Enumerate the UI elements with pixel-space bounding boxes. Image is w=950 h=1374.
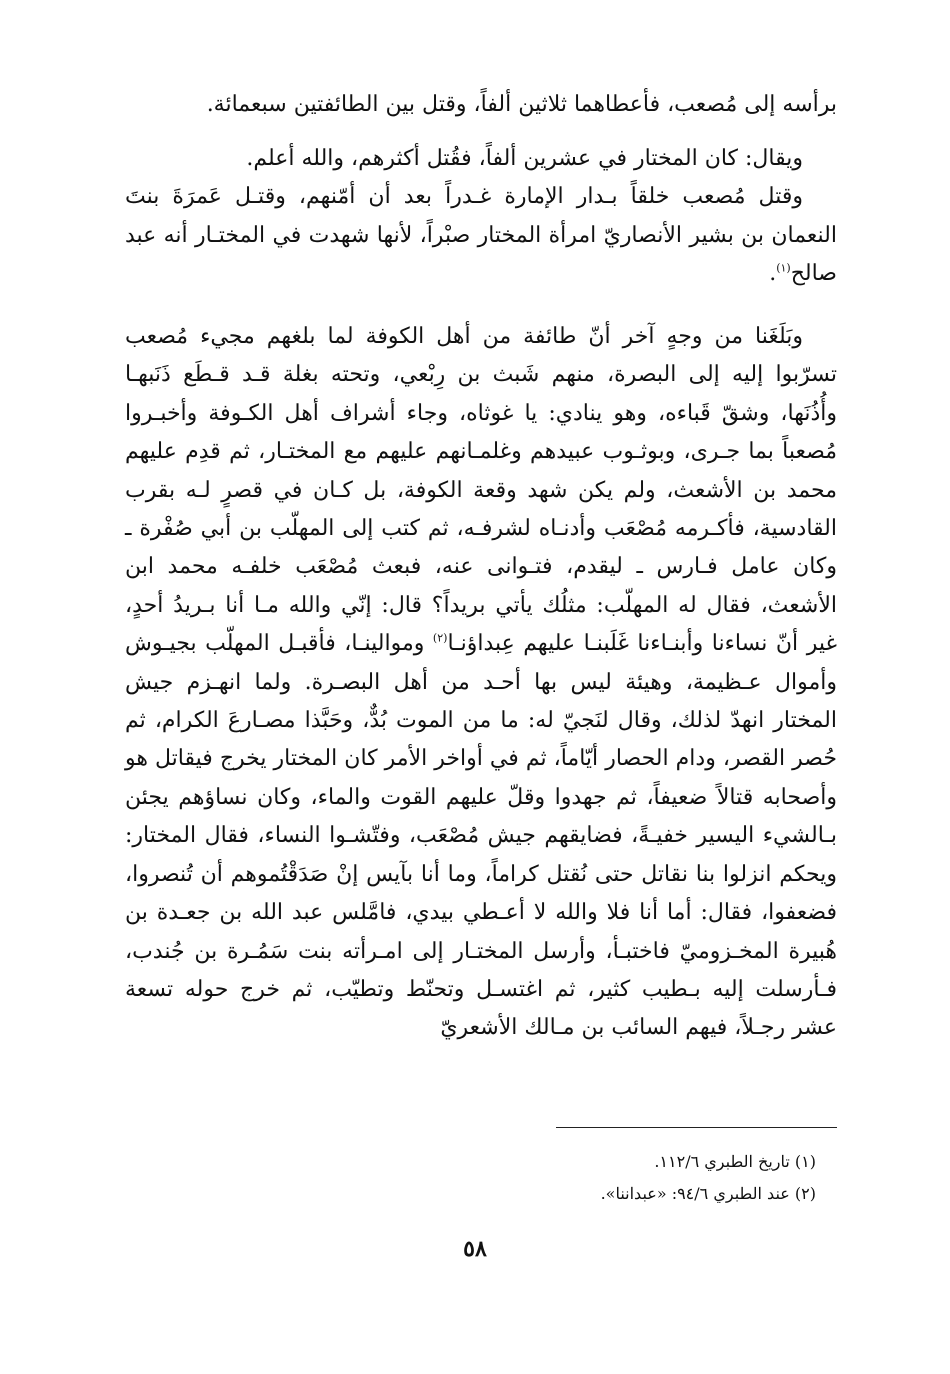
footnotes: [500, 1146, 816, 1210]
paragraph-4: [125, 318, 837, 1048]
text-block-main: [125, 318, 837, 1048]
paragraph-4-part-b: وموالينـا، فأقبـل المهلّب بجيـوش وأموال عـظيمة، وهيئة ليس بها أحـد من أهل البصـرة. ولما انهـزم جيش المختار انهدّ لذلك، وقال لنَجيّ له: ما من الموت بُدٌّ، وحَبَّذا مصـارعَ الكرام، ثم حُصر القصر، ودام الحصار أيّاماً، ثم في أواخر الأمر كان المختار يخرج فيقاتل هو وأصحابه قتالاً ضعيفاً، ثم جهدوا وقلّ عليهم القوت والماء، وكان نساؤهم يجئن بـالشيء اليسير خفيـةً، فضايقهم جيش مُصْعَب، وفتّشـوا النساء، فقال المختار: ويحكم انزلوا بنا نقاتل حتى نُقتل كراماً، وما أنا بآيس إنْ صَدَقْتُموهم أن تُنصروا، فضعفوا، فقال: أما أنا فلا والله لا أعـطي بيدي، فامَّلس عبد الله بن جعـدة بن هُبيرة المخـزوميّ فاختبـأ، وأرسل المختـار إلى امـرأته بنت سَمُـرة بن جُندب، فـأرسلت إليه بـطيب كثير، ثم اغتسـل وتحنّط وتطيّب، ثم خرج حوله تسعة عشر رجـلاً، فيهم السائب بن مـالك الأشعريّ: [125, 631, 838, 1041]
footnote-divider: [556, 1127, 837, 1128]
footnote-ref-1: (١): [776, 261, 791, 275]
paragraph-3-end: .: [769, 261, 777, 287]
text-block-continuation: [125, 86, 837, 124]
paragraph-3: [125, 178, 837, 293]
footnote-2: (٢) عند الطبري ٩٤/٦: «عبداننا».: [600, 1184, 816, 1203]
text-block-middle: [125, 140, 837, 294]
paragraph-1: برأسه إلى مُصعب، فأعطاهما ثلاثين ألفاً، وقتل بين الطائفتين سبعمائة.: [206, 92, 837, 117]
paragraph-4-part-a: وبَلَغَنا من وجهٍ آخر أنّ طائفة من أهل الكوفة لما بلغهم مجيء مُصعب تسرّبوا إليه إلى البصرة، منهم شَبث بن رِبْعي، وتحته بغلة قـد قـطَع ذَنَبهـا وأُذُنَها، وشقّ قَباءه، وهو ينادي: يا غوثاه، وجاء أشراف أهل الكـوفة وأخبـروا مُصعباً بما جـرى، وبوثـوب عبيدهم وغلمـانهم عليهم مع المختـار، ثم قدِم عليهم محمد بن الأشعث، ولم يكن شهد وقعة الكوفة، بل كـان في قصرٍ لـه بقرب القادسية، فأكـرمه مُصْعَب وأدنـاه لشرفـه، ثم كتب إلى المهلّب بن أبي صُفْرة ـ وكان عامل فـارس ـ ليقدم، فتـوانى عنه، فبعث مُصْعَب خلفـه محمد ابن الأشعث، فقال له المهلّب: مثلُك يأتي بريداً؟ قال: إنّي والله مـا أنا بـريدُ أحدٍ، غير أنّ نساءنا وأبنـاءنا غَلَبنـا عليهم عِبداؤنـا: [125, 324, 837, 657]
footnote-ref-2: (٢): [432, 631, 448, 645]
page-number: ٥٨: [463, 1236, 487, 1262]
footnote-1: (١) تاريخ الطبري ١١٢/٦.: [654, 1152, 816, 1171]
paragraph-2: ويقال: كان المختار في عشرين ألفاً، فقُتل أكثرهم، والله أعلم.: [246, 146, 803, 171]
paragraph-3-text: وقتل مُصعب خلقاً بـدار الإمارة غـدراً بعد أن أمّنهم، وقتـل عَمرَةَ بنتَ النعمان بن بشير الأنصاريّ امرأة المختار صبْراً، لأنها شهدت في المختـار أنه عبد صالح: [125, 184, 837, 287]
